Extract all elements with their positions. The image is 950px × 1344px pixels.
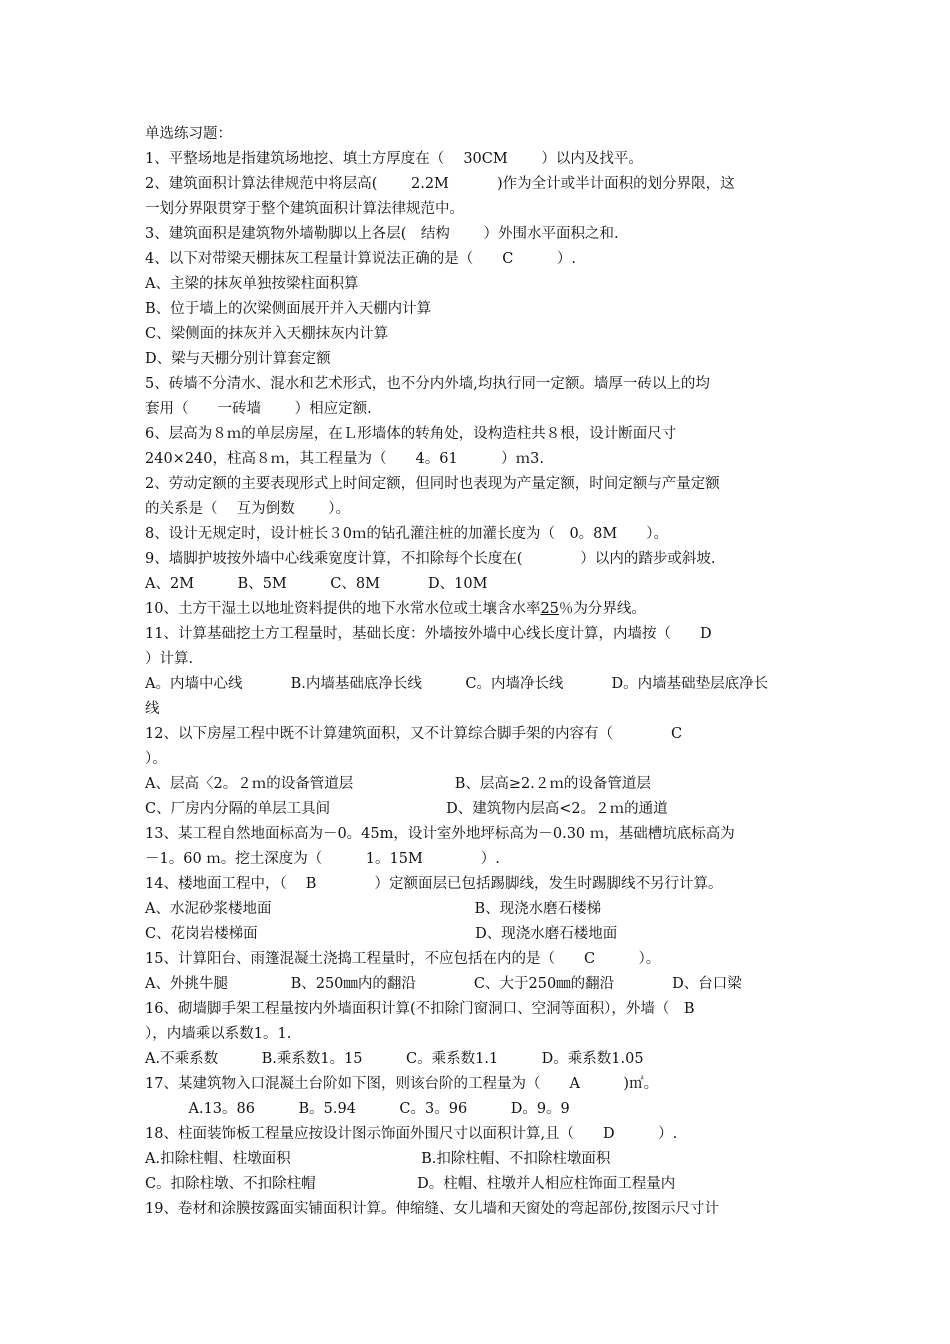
option-line: A.13。86 B。5.94 C。3。96 D。9。9 xyxy=(145,1101,570,1117)
text-line: 12、以下房屋工程中既不计算建筑面积，又不计算综合脚手架的内容有（ C xyxy=(145,726,683,742)
text-line: 17、某建筑物入口混凝土台阶如下图，则该台阶的工程量为（ A )㎡。 xyxy=(145,1076,659,1092)
text-line: 8、设计无规定时，设计桩长３0ｍ的钻孔灌注桩的加灌长度为（ 0。8M ）。 xyxy=(145,526,668,542)
text-line: 的关系是（ 互为倒数 ）。 xyxy=(145,501,350,517)
text-line: 线 xyxy=(145,701,160,717)
option-line: D、梁与天棚分别计算套定额 xyxy=(145,351,331,367)
text-line: 套用（ 一砖墙 ）相应定额. xyxy=(145,401,372,417)
document-body xyxy=(145,122,810,1222)
option-line: C、梁侧面的抹灰并入天棚抹灰内计算 xyxy=(145,326,389,342)
q10-text-after: ％为分界线。 xyxy=(558,601,646,617)
q10-underlined-value: 25 xyxy=(540,601,559,617)
text-line: 3、建筑面积是建筑物外墙勒脚以上各层( 结构 ）外围水平面积之和. xyxy=(145,226,619,242)
text-line: 2、劳动定额的主要表现形式上时间定额，但同时也表现为产量定额，时间定额与产量定额 xyxy=(145,476,720,492)
option-line: C。扣除柱墩、不扣除柱帽 D。柱帽、柱墩并人相应柱饰面工程量内 xyxy=(145,1176,676,1192)
text-line: ）。 xyxy=(145,751,167,767)
text-line: 18、柱面装饰板工程量应按设计图示饰面外围尺寸以面积计算,且（ D ）. xyxy=(145,1126,678,1142)
option-line: C、花岗岩楼梯面 D、现浇水磨石楼地面 xyxy=(145,926,618,942)
text-line: 11、计算基础挖土方工程量时，基础长度：外墙按外墙中心线长度计算，内墙按（ D xyxy=(145,626,712,642)
option-line: A、主梁的抹灰单独按梁柱面积算 xyxy=(145,276,359,292)
text-line: 15、计算阳台、雨篷混凝土浇捣工程量时，不应包括在内的是（ C ）。 xyxy=(145,951,661,967)
option-line: B、位于墙上的次梁侧面展开并入天棚内计算 xyxy=(145,301,432,317)
option-line: A.扣除柱帽、柱墩面积 B.扣除柱帽、不扣除柱墩面积 xyxy=(145,1151,611,1167)
option-line: A、层高〈2。２ｍ的设备管道层 B、层高≥2.２ｍ的设备管道层 xyxy=(145,776,651,792)
text-line: 4、以下对带梁天棚抹灰工程量计算说法正确的是（ C ）. xyxy=(145,251,576,267)
text-line: 9、墙脚护坡按外墙中心线乘宽度计算，不扣除每个长度在( ）以内的踏步或斜坡. xyxy=(145,551,716,567)
question-10-line xyxy=(145,597,810,622)
text-line: 6、层高为８ｍ的单层房屋，在Ｌ形墙体的转角处，设构造柱共８根，设计断面尺寸 xyxy=(145,426,677,442)
q10-text-before: 10、土方干湿土以地址资料提供的地下水常水位或土壤含水率 xyxy=(145,601,541,617)
option-line: A、外挑牛腿 B、250㎜内的翻沿 C、大于250㎜的翻沿 D、台口梁 xyxy=(145,976,742,992)
text-line: －1。60 ｍ。挖土深度为（ 1。15M ）. xyxy=(145,851,500,867)
text-line: 1、平整场地是指建筑场地挖、填土方厚度在（ 30CM ）以内及找平。 xyxy=(145,151,643,167)
text-line: 19、卷材和涂膜按露面实铺面积计算。伸缩缝、女儿墙和天窗处的弯起部份,按图示尺寸计 xyxy=(145,1201,720,1217)
text-line: 240×240，柱高８ｍ，其工程量为（ 4。61 ）ｍ3. xyxy=(145,451,545,467)
option-line: C、厂房内分隔的单层工具间 D、建筑物内层高<2。２ｍ的通道 xyxy=(145,801,668,817)
text-line: 16、砌墙脚手架工程量按内外墙面积计算(不扣除门窗洞口、空洞等面积），外墙（ B xyxy=(145,1001,695,1017)
text-line: ）计算. xyxy=(145,651,194,667)
text-line: ），内墙乘以系数1。1. xyxy=(145,1026,292,1042)
option-line: A、水泥砂浆楼地面 B、现浇水磨石楼梯 xyxy=(145,901,602,917)
text-line: 一划分界限贯穿于整个建筑面积计算法律规范中。 xyxy=(145,201,464,217)
text-line: 14、楼地面工程中，（ B ）定额面层已包括踢脚线，发生时踢脚线不另行计算。 xyxy=(145,876,723,892)
option-line: A、2M B、5M C、8M D、10M xyxy=(145,576,488,592)
text-line: 2、建筑面积计算法律规范中将层高( 2.2M )作为全计或半计面积的划分界限，这 xyxy=(145,176,735,192)
text-line: 5、砖墙不分清水、混水和艺术形式，也不分内外墙,均执行同一定额。墙厚一砖以上的均 xyxy=(145,376,710,392)
text-line: 13、某工程自然地面标高为－0。45m，设计室外地坪标高为－0.30 ｍ，基础槽坑底标高为 xyxy=(145,826,735,842)
option-line: A。内墙中心线 B.内墙基础底净长线 C。内墙净长线 D。内墙基础垫层底净长 xyxy=(145,676,769,692)
section-heading: 单选练习题： xyxy=(145,126,232,142)
option-line: A.不乘系数 B.乘系数1。15 C。乘系数1.1 D。乘系数1.05 xyxy=(145,1051,644,1067)
